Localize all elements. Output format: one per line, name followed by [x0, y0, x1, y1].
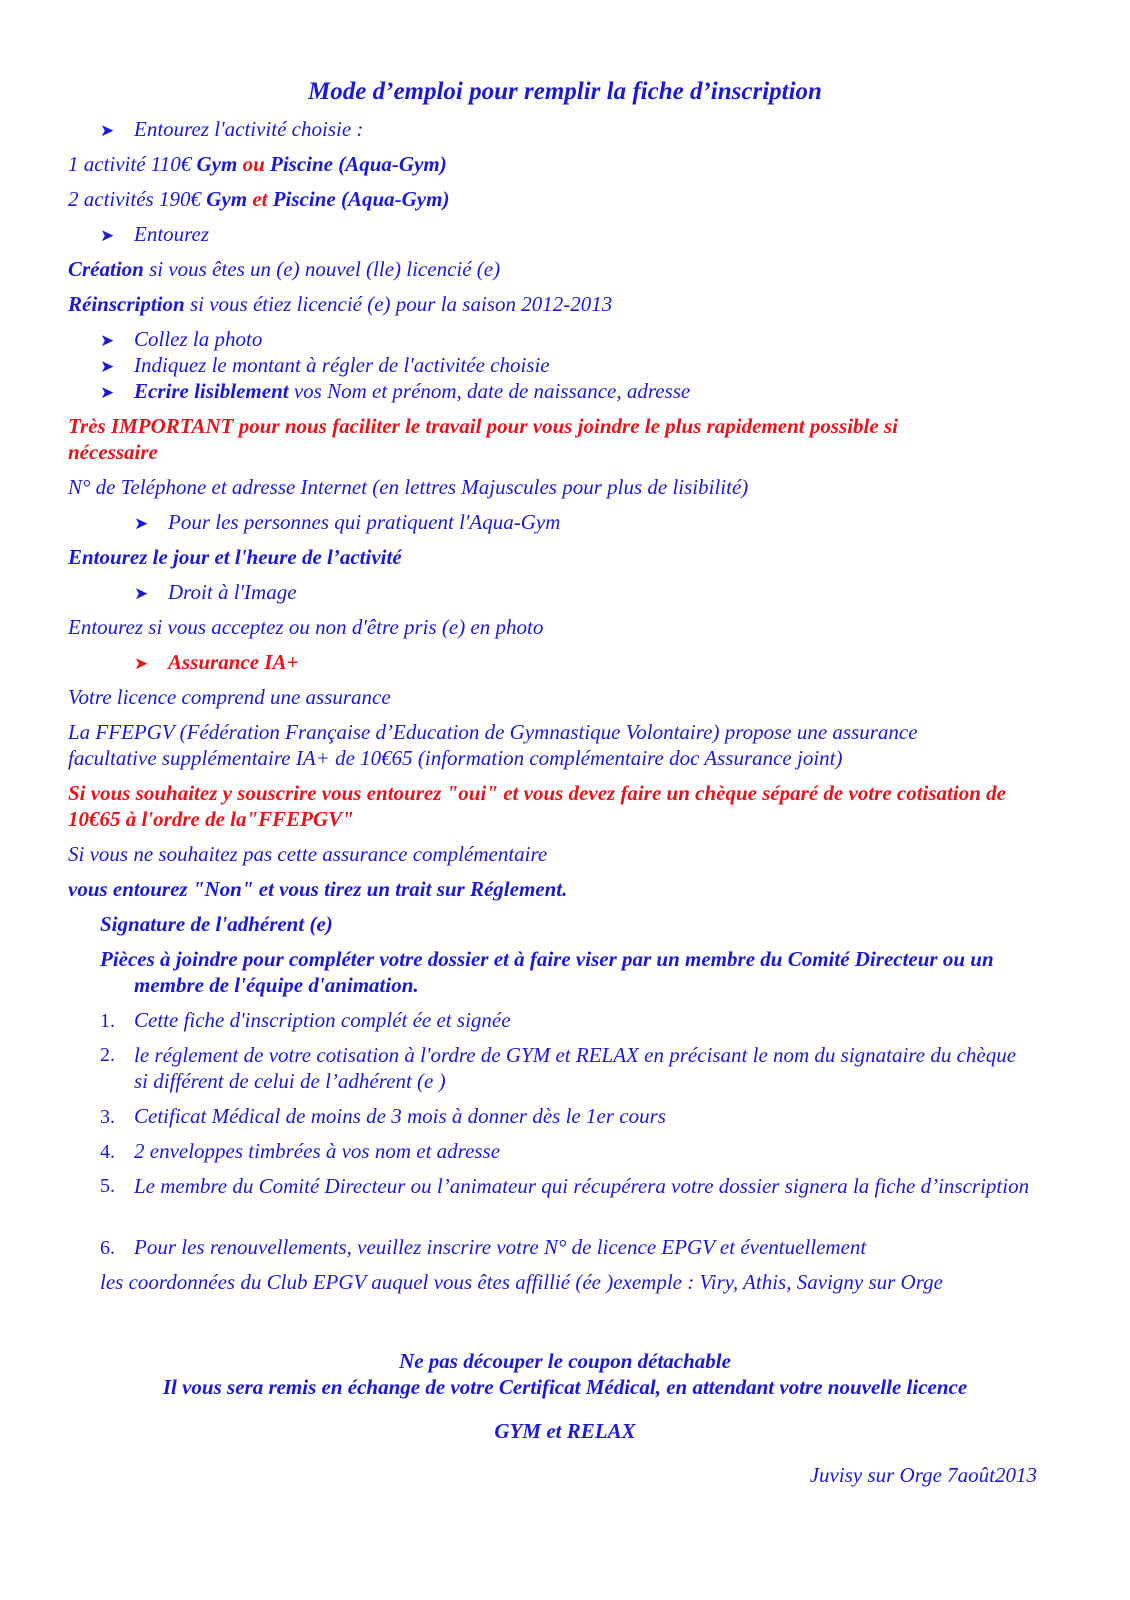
- arrow-bullet-icon: ➤: [134, 584, 149, 603]
- bullet-droit-image: [134, 579, 297, 607]
- item-number: 3.: [100, 1106, 115, 1128]
- bullet-entourez: [100, 221, 209, 249]
- bullet-text: vos Nom et prénom, date de naissance, adresse: [288, 379, 691, 403]
- coupon-notice-2: Il vous sera remis en échange de votre Certificat Médical, en attendant votre nouvelle licence: [162, 1375, 968, 1399]
- bullet-text: Indiquez le montant à régler de l'activitée choisie: [134, 353, 550, 377]
- item-2: [100, 1042, 1030, 1094]
- item-number: 2.: [100, 1044, 115, 1066]
- arrow-bullet-icon: ➤: [100, 383, 115, 402]
- item-number: 6.: [100, 1237, 115, 1259]
- item-3: [100, 1103, 1030, 1130]
- item-text: Le membre du Comité Directeur ou l’animateur qui récupérera votre dossier signera la fiche d’inscription: [134, 1174, 1030, 1198]
- souscrire-paragraph: Si vous souhaitez y souscrire vous entourez "oui" et vous devez faire un chèque séparé de votre cotisation de 10€65 à l'ordre de la"FFEPGV": [68, 781, 1006, 831]
- arrow-bullet-icon: ➤: [100, 331, 115, 350]
- licence-assurance-line: Votre licence comprend une assurance: [68, 685, 391, 709]
- bullet-ecrire: [100, 378, 690, 406]
- bullet-text: Assurance IA+: [168, 650, 299, 674]
- activity-piscine: Piscine (Aqua-Gym): [270, 152, 447, 176]
- activity-gym: Gym: [206, 187, 248, 211]
- item-number: 5.: [100, 1175, 115, 1197]
- creation-line: [68, 256, 500, 282]
- item-1: [100, 1007, 1030, 1034]
- ffepgv-paragraph: La FFEPGV (Fédération Française d’Education de Gymnastique Volontaire) propose une assurance facultative supplémentaire IA+ de 10€65 (information complémentaire doc Assurance joint): [68, 720, 918, 770]
- bullet-text: Droit à l'Image: [168, 580, 297, 604]
- coupon-notice-1: Ne pas découper le coupon détachable: [399, 1349, 731, 1373]
- item-number: 1.: [100, 1010, 115, 1032]
- important-notice: Très IMPORTANT pour nous faciliter le travail pour vous joindre le plus rapidement possible si nécessaire: [68, 414, 898, 464]
- item-text: Cetificat Médical de moins de 3 mois à donner dès le 1er cours: [134, 1104, 666, 1128]
- activity-connector: ou: [237, 152, 271, 176]
- activity-option-2: [68, 186, 449, 212]
- item-text: Cette fiche d'inscription complét ée et signée: [134, 1008, 511, 1032]
- coordonnees-line: les coordonnées du Club EPGV auquel vous êtes affillié (ée )exemple : Viry, Athis, Savigny sur Orge: [100, 1270, 943, 1294]
- activity-gym: Gym: [196, 152, 238, 176]
- item-5: [100, 1173, 1030, 1199]
- entourez-jour-line: Entourez le jour et l'heure de l’activité: [68, 545, 402, 569]
- bullet-assurance: [134, 649, 298, 677]
- bullet-montant: [100, 352, 550, 380]
- pieces-paragraph: Pièces à joindre pour compléter votre dossier et à faire viser par un membre du Comité Directeur ou un membre de l'équipe d'animation.: [100, 947, 994, 997]
- activity-price: 1 activité 110€: [68, 152, 197, 176]
- reinscription-label: Réinscription: [68, 292, 185, 316]
- reinscription-text: si vous étiez licencié (e) pour la saison 2012-2013: [184, 292, 613, 316]
- activity-connector: et: [247, 187, 273, 211]
- item-text: le réglement de votre cotisation à l'ordre de GYM et RELAX en précisant le nom du signataire du chèque si différent de celui de l’adhérent (e ): [134, 1043, 1017, 1093]
- bullet-photo: [100, 326, 262, 354]
- bullet-text: Entourez: [134, 222, 210, 246]
- creation-text: si vous êtes un (e) nouvel (lle) licencié (e): [143, 257, 501, 281]
- date-place: Juvisy sur Orge 7août2013: [809, 1463, 1037, 1487]
- entourez-photo-line: Entourez si vous acceptez ou non d'être pris (e) en photo: [68, 615, 544, 639]
- item-number: 4.: [100, 1141, 115, 1163]
- club-name: GYM et RELAX: [494, 1419, 636, 1443]
- bullet-aquagym: [134, 509, 560, 537]
- arrow-bullet-icon: ➤: [100, 226, 115, 245]
- item-text: Pour les renouvellements, veuillez inscrire votre N° de licence EPGV et éventuellement: [134, 1235, 867, 1259]
- creation-label: Création: [68, 257, 144, 281]
- arrow-bullet-icon: ➤: [134, 514, 149, 533]
- bullet-entourez-activite: [100, 116, 363, 144]
- signature-line: Signature de l'adhérent (e): [100, 912, 333, 936]
- reinscription-line: [68, 291, 612, 317]
- activity-price: 2 activités 190€: [68, 187, 207, 211]
- arrow-bullet-icon: ➤: [100, 357, 115, 376]
- phone-line: N° de Teléphone et adresse Internet (en lettres Majuscules pour plus de lisibilité): [68, 475, 749, 499]
- arrow-bullet-icon: ➤: [134, 654, 149, 673]
- arrow-bullet-icon: ➤: [100, 121, 115, 140]
- bullet-text: Collez la photo: [134, 327, 263, 351]
- bullet-text: Entourez l'activité choisie :: [134, 117, 364, 141]
- entourez-non-line: vous entourez "Non" et vous tirez un trait sur Réglement.: [68, 877, 568, 901]
- activity-piscine: Piscine (Aqua-Gym): [272, 187, 450, 211]
- item-6: [100, 1234, 1030, 1261]
- item-text: 2 enveloppes timbrées à vos nom et adresse: [134, 1139, 501, 1163]
- bullet-text: Pour les personnes qui pratiquent l'Aqua-Gym: [168, 510, 561, 534]
- bullet-bold-text: Ecrire lisiblement: [134, 379, 289, 403]
- page-title: Mode d’emploi pour remplir la fiche d’inscription: [308, 78, 822, 105]
- item-4: [100, 1138, 1030, 1165]
- activity-option-1: [68, 151, 447, 177]
- ne-souhaitez-line: Si vous ne souhaitez pas cette assurance complémentaire: [68, 842, 548, 866]
